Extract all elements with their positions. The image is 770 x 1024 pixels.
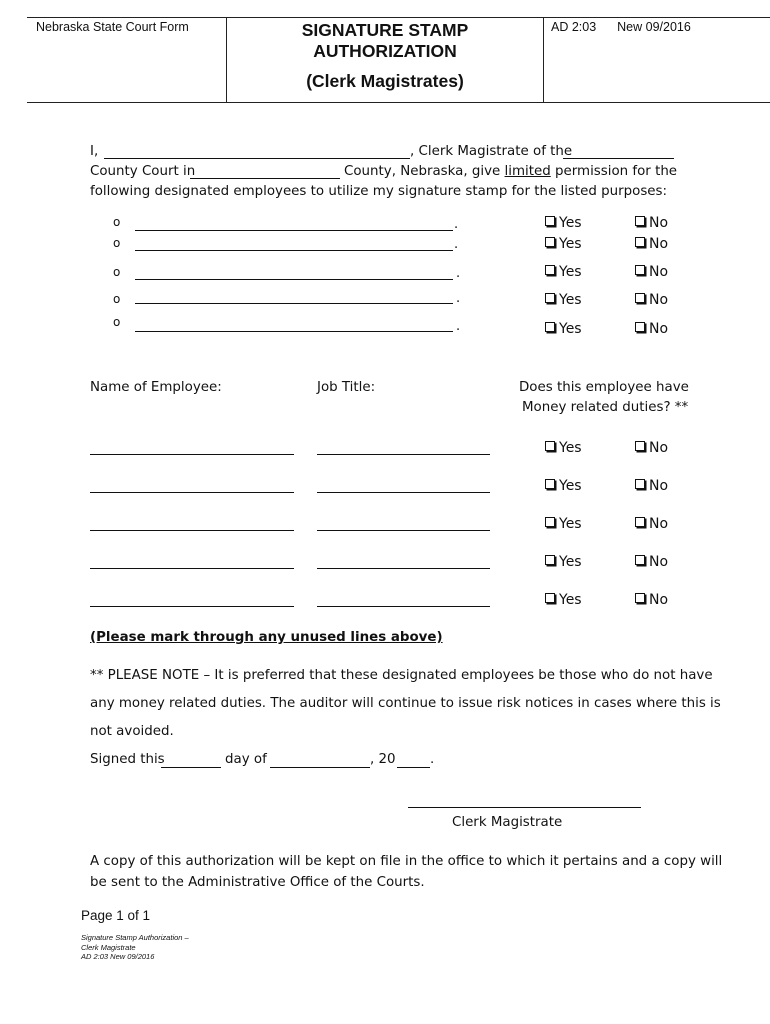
intro-clerk-text: , Clerk Magistrate of the: [410, 144, 573, 159]
please-note-line-3: not avoided.: [90, 724, 174, 739]
no-checkbox[interactable]: [635, 516, 668, 532]
employee-name-field[interactable]: [90, 492, 294, 493]
court-name-field[interactable]: [563, 158, 674, 159]
intro-limited: limited: [504, 164, 551, 179]
copy-note-line-1: A copy of this authorization will be kept on file in the office to which it pertains and a copy will: [90, 854, 723, 869]
yes-checkbox[interactable]: [545, 321, 582, 337]
bullet-icon: o: [113, 315, 121, 329]
no-checkbox[interactable]: [635, 554, 668, 570]
col-title-header: Job Title:: [317, 380, 376, 395]
job-title-field[interactable]: [317, 606, 490, 607]
footer-line-1: Signature Stamp Authorization –: [81, 933, 189, 942]
job-title-field[interactable]: [317, 492, 490, 493]
signed-this-label: Signed this: [90, 752, 165, 767]
employee-name-field[interactable]: [90, 454, 294, 455]
no-label: No: [649, 516, 669, 532]
col-money-header-1: Does this employee have: [519, 380, 689, 395]
county-name-field[interactable]: [190, 178, 340, 179]
checkbox-icon: [635, 593, 645, 603]
page-subtitle: (Clerk Magistrates): [306, 71, 464, 91]
no-checkbox[interactable]: [635, 215, 668, 231]
yes-checkbox[interactable]: [545, 554, 582, 570]
employee-name-field[interactable]: [90, 606, 294, 607]
checkbox-icon: [545, 237, 555, 247]
period: .: [456, 266, 461, 281]
page-number: Page 1 of 1: [81, 908, 151, 923]
intro-i: I,: [90, 144, 99, 159]
yes-checkbox[interactable]: [545, 592, 582, 608]
intro-county-court: County Court in: [90, 164, 196, 179]
header-divider-right: [543, 17, 544, 103]
checkbox-icon: [545, 555, 555, 565]
checkbox-icon: [635, 293, 645, 303]
footer-line-2: Clerk Magistrate: [81, 942, 136, 952]
no-checkbox[interactable]: [635, 321, 668, 337]
checkbox-icon: [635, 322, 645, 332]
checkbox-icon: [635, 555, 645, 565]
checkbox-icon: [545, 322, 555, 332]
bullet-icon: o: [113, 215, 121, 229]
checkbox-icon: [545, 593, 555, 603]
no-checkbox[interactable]: [635, 440, 668, 456]
no-label: No: [649, 554, 669, 570]
purpose-field[interactable]: [135, 230, 453, 231]
checkbox-icon: [545, 479, 555, 489]
no-checkbox[interactable]: [635, 264, 668, 280]
yes-label: Yes: [559, 292, 582, 308]
job-title-field[interactable]: [317, 454, 490, 455]
yes-label: Yes: [559, 215, 582, 231]
no-label: No: [649, 440, 669, 456]
no-label: No: [649, 215, 669, 231]
intro-line3: following designated employees to utilize my signature stamp for the listed purposes:: [90, 184, 668, 199]
col-money-header-2: Money related duties? **: [522, 400, 689, 415]
no-checkbox[interactable]: [635, 592, 668, 608]
day-of-label: day of: [225, 752, 267, 767]
yes-label: Yes: [559, 321, 582, 337]
employee-name-field[interactable]: [90, 530, 294, 531]
please-note-line-2: any money related duties. The auditor will continue to issue risk notices in cases where this is: [90, 696, 721, 711]
footer-line-3: AD 2:03 New 09/2016: [81, 952, 155, 961]
period: .: [456, 319, 461, 334]
yes-checkbox[interactable]: [545, 516, 582, 532]
no-label: No: [649, 321, 669, 337]
checkbox-icon: [545, 517, 555, 527]
yes-label: Yes: [559, 236, 582, 252]
yes-checkbox[interactable]: [545, 236, 582, 252]
period: .: [454, 217, 459, 232]
form-label: Nebraska State Court Form: [36, 20, 189, 34]
no-checkbox[interactable]: [635, 292, 668, 308]
purpose-field[interactable]: [135, 279, 453, 280]
period: .: [456, 291, 461, 306]
job-title-field[interactable]: [317, 530, 490, 531]
no-label: No: [649, 236, 669, 252]
signature-field[interactable]: [408, 807, 641, 808]
please-note-line-1: ** PLEASE NOTE – It is preferred that these designated employees be those who do not have: [90, 668, 713, 683]
yes-checkbox[interactable]: [545, 264, 582, 280]
signed-period: .: [430, 752, 435, 767]
intro-permission: permission for the: [555, 164, 678, 179]
yes-checkbox[interactable]: [545, 478, 582, 494]
title-line-1: SIGNATURE STAMP: [301, 20, 469, 40]
no-checkbox[interactable]: [635, 478, 668, 494]
form-revision: New 09/2016: [617, 20, 691, 34]
employee-name-field[interactable]: [90, 568, 294, 569]
yes-label: Yes: [559, 554, 582, 570]
bullet-icon: o: [113, 236, 121, 250]
purpose-field[interactable]: [135, 250, 453, 251]
checkbox-icon: [545, 293, 555, 303]
unused-lines-note: (Please mark through any unused lines above): [90, 630, 443, 645]
checkbox-icon: [635, 517, 645, 527]
yes-label: Yes: [559, 516, 582, 532]
bullet-icon: o: [113, 292, 121, 306]
purpose-field[interactable]: [135, 331, 453, 332]
bullet-icon: o: [113, 265, 121, 279]
title-line-2: AUTHORIZATION: [313, 41, 457, 61]
form-code-block: [551, 20, 691, 34]
no-label: No: [649, 478, 669, 494]
period: .: [454, 237, 459, 252]
checkbox-icon: [545, 216, 555, 226]
purpose-field[interactable]: [135, 303, 453, 304]
signature-label: Clerk Magistrate: [452, 815, 563, 830]
col-name-header: Name of Employee:: [90, 380, 222, 395]
checkbox-icon: [545, 441, 555, 451]
no-checkbox[interactable]: [635, 236, 668, 252]
no-label: No: [649, 592, 669, 608]
signed-year-field[interactable]: [397, 767, 430, 768]
checkbox-icon: [635, 237, 645, 247]
no-label: No: [649, 264, 669, 280]
yes-checkbox[interactable]: [545, 440, 582, 456]
yes-label: Yes: [559, 592, 582, 608]
page-title: [227, 20, 543, 92]
yes-checkbox[interactable]: [545, 215, 582, 231]
intro-county-nebraska: County, Nebraska, give: [344, 164, 501, 179]
yes-label: Yes: [559, 264, 582, 280]
form-code: AD 2:03: [551, 20, 597, 34]
header-bottom-rule: [27, 102, 770, 103]
header-top-rule: [27, 17, 770, 18]
signed-month-field[interactable]: [270, 767, 370, 768]
copy-note-line-2: be sent to the Administrative Office of the Courts.: [90, 875, 425, 890]
yes-checkbox[interactable]: [545, 292, 582, 308]
footer-small-text: [81, 933, 189, 962]
checkbox-icon: [635, 479, 645, 489]
checkbox-icon: [545, 265, 555, 275]
grantor-name-field[interactable]: [104, 158, 410, 159]
yes-label: Yes: [559, 478, 582, 494]
job-title-field[interactable]: [317, 568, 490, 569]
checkbox-icon: [635, 265, 645, 275]
checkbox-icon: [635, 441, 645, 451]
signed-day-field[interactable]: [161, 767, 221, 768]
intro-line2-rest: [344, 164, 677, 179]
checkbox-icon: [635, 216, 645, 226]
year-prefix-label: , 20: [370, 752, 396, 767]
yes-label: Yes: [559, 440, 582, 456]
no-label: No: [649, 292, 669, 308]
